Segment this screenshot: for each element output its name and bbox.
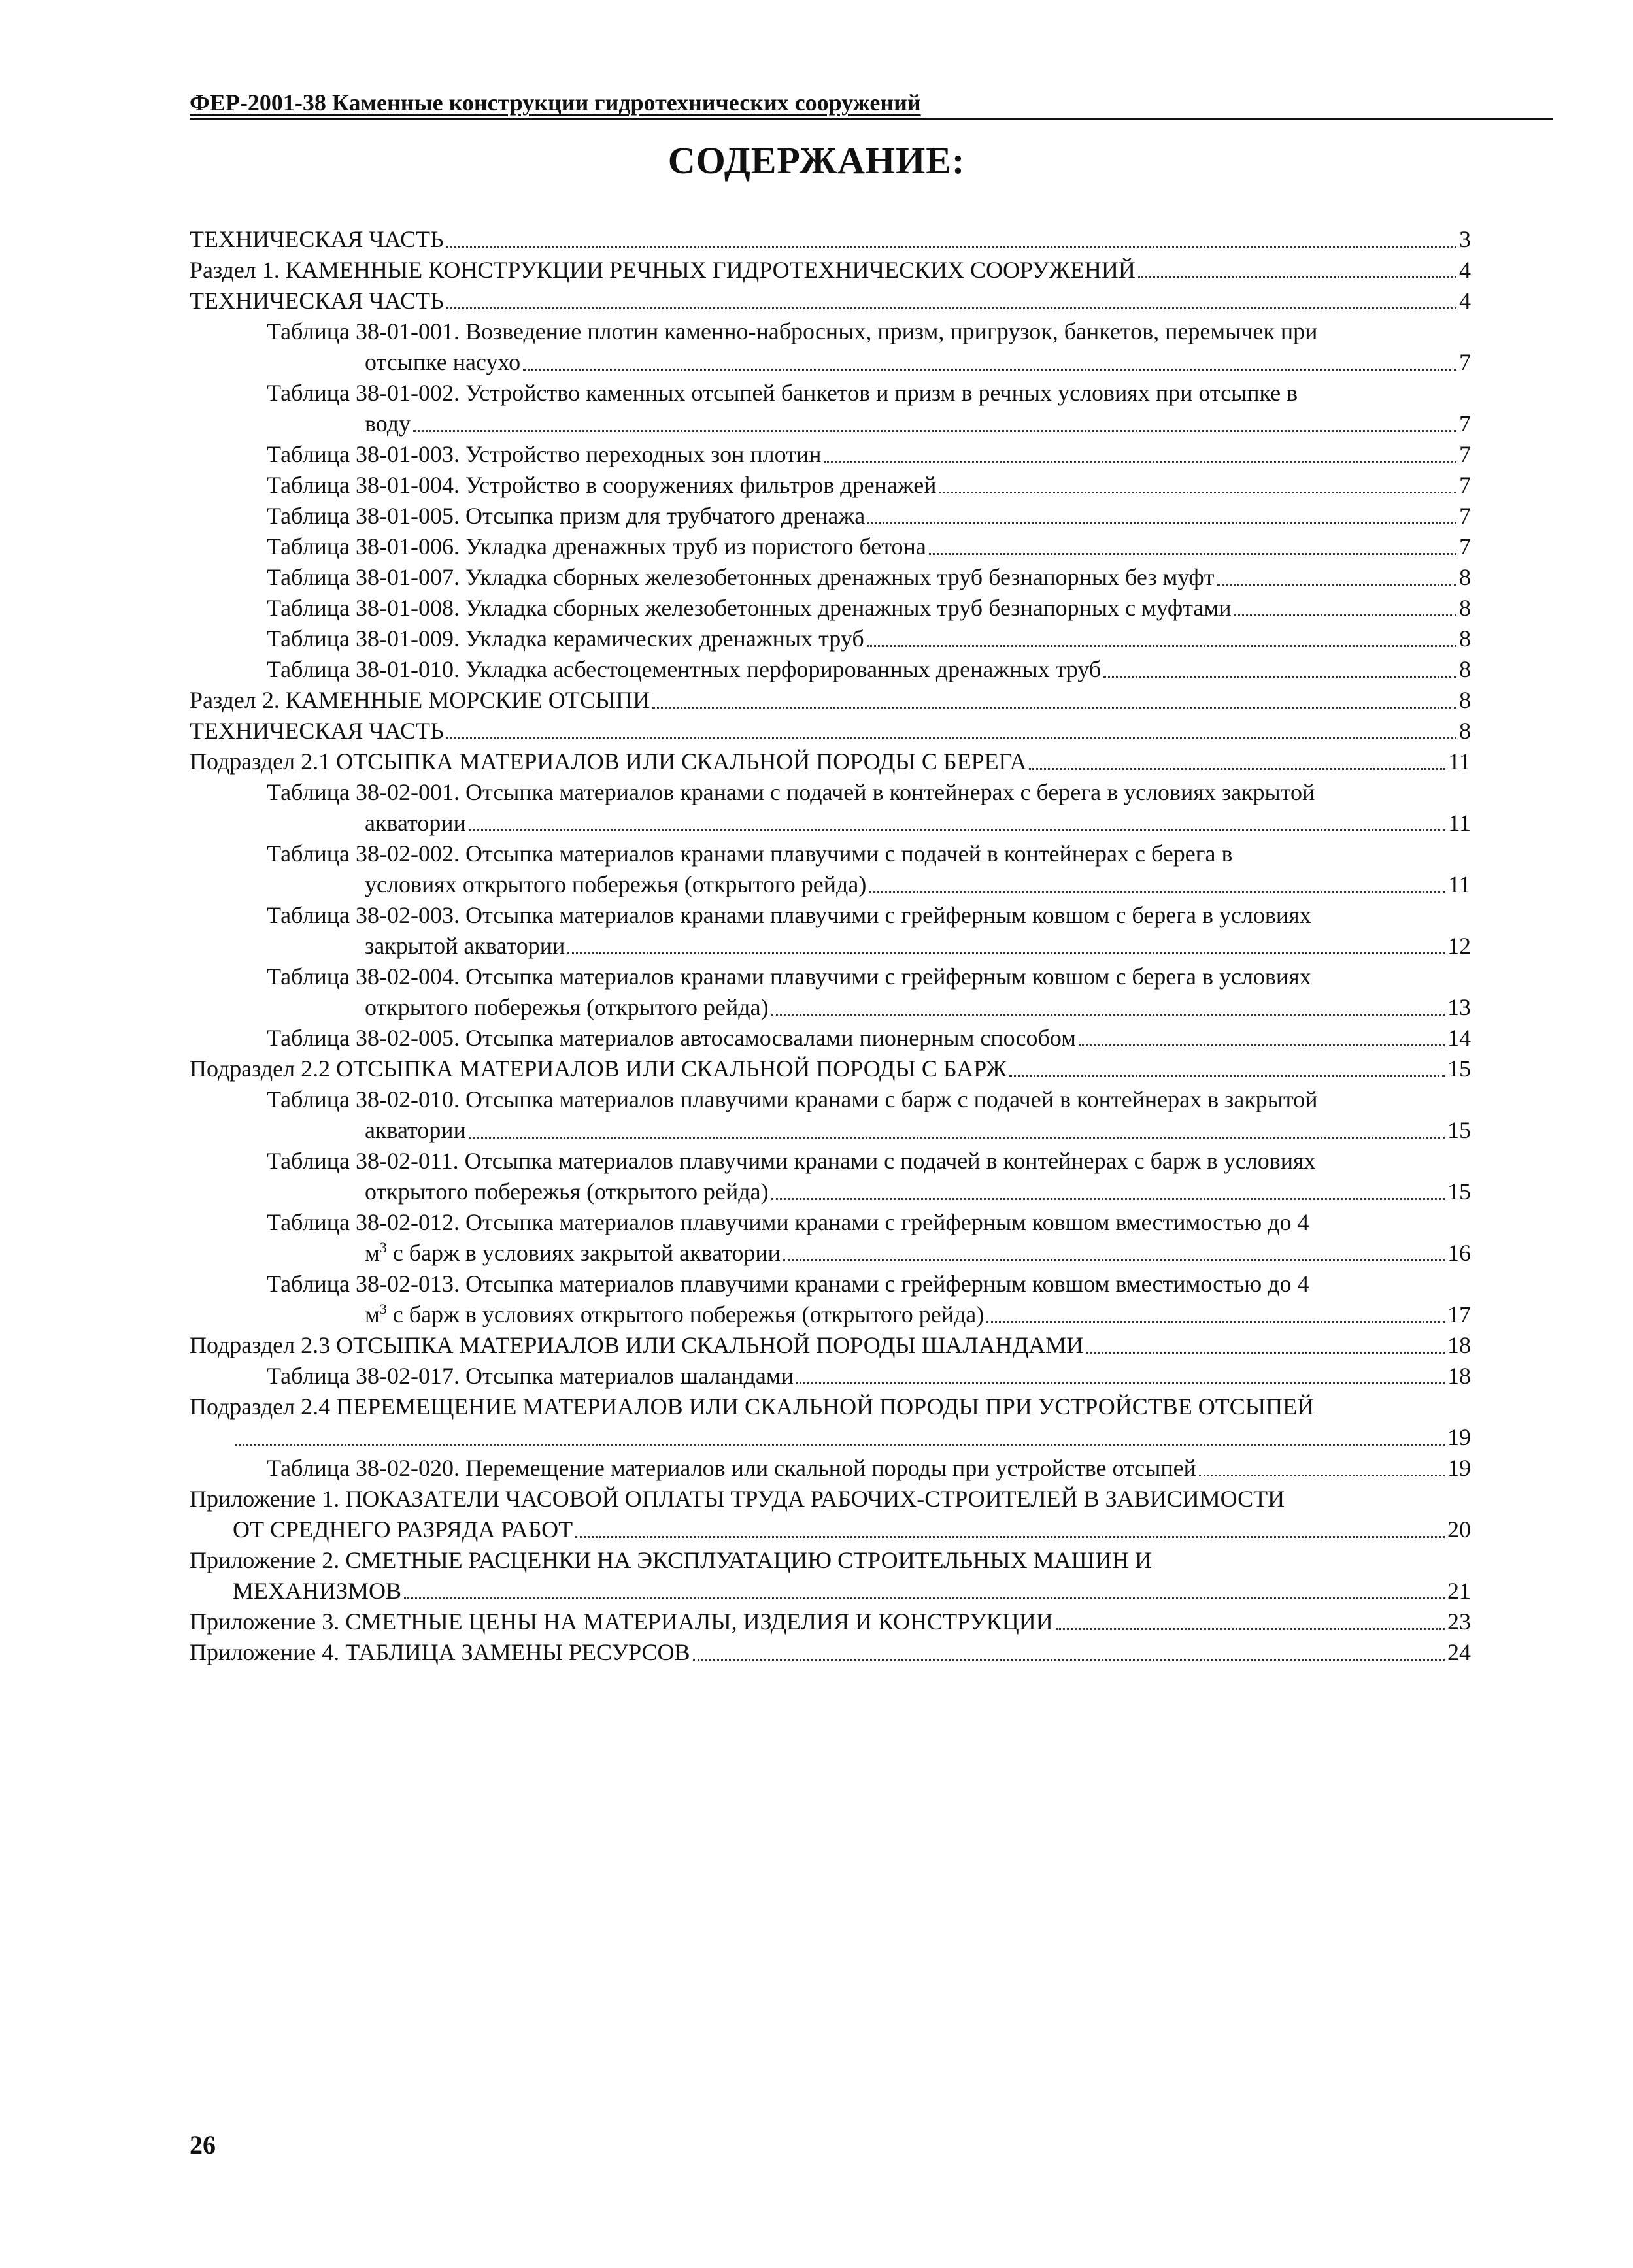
toc-entry-title: Таблица 38-01-009. Укладка керамических дренажных труб — [267, 625, 864, 652]
toc-entry-page: 8 — [1459, 687, 1471, 713]
toc-entry-page: 20 — [1447, 1516, 1471, 1543]
toc-entry-title: Таблица 38-01-010. Укладка асбестоцементных перфорированных дренажных труб — [267, 656, 1102, 682]
toc-entry-page: 8 — [1459, 718, 1471, 744]
toc-entry-title: Таблица 38-02-011. Отсыпка материалов плавучими кранами с подачей в контейнерах с барж в условиях — [267, 1148, 1316, 1174]
toc-entry-page: 23 — [1447, 1609, 1471, 1635]
toc-entry — [190, 746, 1471, 777]
toc-entry-page: 7 — [1459, 533, 1471, 559]
toc-entry-title: Подраздел 2.1 ОТСЫПКА МАТЕРИАЛОВ ИЛИ СКАЛЬНОЙ ПОРОДЫ С БЕРЕГА — [190, 748, 1027, 775]
toc-entry-title: Таблица 38-02-020. Перемещение материалов или скальной породы при устройстве отсыпей — [267, 1455, 1196, 1481]
toc-entry — [190, 1023, 1471, 1054]
dot-leader — [404, 1597, 1445, 1599]
dot-leader — [1138, 276, 1456, 278]
toc-entry-page: 13 — [1447, 994, 1471, 1020]
toc-entry-title: ТЕХНИЧЕСКАЯ ЧАСТЬ — [190, 226, 444, 252]
toc-entry — [190, 1392, 1471, 1453]
toc-entry — [190, 624, 1471, 654]
toc-entry-title: Приложение 3. СМЕТНЫЕ ЦЕНЫ НА МАТЕРИАЛЫ, ИЗДЕЛИЯ И КОНСТРУКЦИИ — [190, 1609, 1053, 1635]
toc-entry-page: 11 — [1448, 810, 1471, 836]
toc-entry-page: 7 — [1459, 441, 1471, 467]
toc-entry-title-continued: $м^3$ с барж в условиях открытого побережья (открытого рейда) — [365, 1301, 985, 1327]
dot-leader — [929, 553, 1456, 555]
toc-entry-page: 7 — [1459, 410, 1471, 437]
toc-entry — [190, 531, 1471, 562]
dot-leader — [1079, 1044, 1445, 1046]
dot-leader — [771, 1014, 1445, 1016]
toc-entry — [190, 1607, 1471, 1637]
page-title: СОДЕРЖАНИЕ: — [667, 139, 966, 182]
toc-entry-title: Таблица 38-01-003. Устройство переходных зон плотин — [267, 441, 822, 467]
toc-entry-title: Подраздел 2.4 ПЕРЕМЕЩЕНИЕ МАТЕРИАЛОВ ИЛИ СКАЛЬНОЙ ПОРОДЫ ПРИ УСТРОЙСТВЕ ОТСЫПЕЙ — [190, 1393, 1315, 1420]
toc-entry — [190, 1084, 1471, 1146]
toc-entry-page: 4 — [1459, 288, 1471, 314]
toc-entry-title: Таблица 38-01-008. Укладка сборных железобетонных дренажных труб безнапорных с муфтами — [267, 595, 1232, 621]
toc-entry-page: 21 — [1447, 1578, 1471, 1604]
toc-entry-title-continued: воду — [365, 410, 411, 437]
toc-entry — [190, 470, 1471, 501]
toc-entry-title: Таблица 38-02-017. Отсыпка материалов шаландами — [267, 1363, 794, 1389]
dot-leader — [235, 1444, 1445, 1446]
running-header — [190, 80, 1553, 120]
dot-leader — [575, 1536, 1445, 1538]
toc-entry-page: 14 — [1447, 1025, 1471, 1051]
dot-leader — [446, 307, 1456, 309]
toc-entry — [190, 593, 1471, 624]
toc-entry-title-continued: условиях открытого побережья (открытого рейда) — [365, 871, 867, 897]
toc-entry-title: Таблица 38-01-006. Укладка дренажных труб из пористого бетона — [267, 533, 926, 559]
running-title: ФЕР-2001-38 Каменные конструкции гидротехнических сооружений — [190, 90, 921, 116]
dot-leader — [652, 707, 1456, 709]
toc-entry — [190, 716, 1471, 746]
dot-leader — [1103, 676, 1456, 678]
toc-entry-title-continued: закрытой акватории — [365, 933, 565, 959]
toc-entry-page: 12 — [1447, 933, 1471, 959]
toc-entry-title-continued: ОТ СРЕДНЕГО РАЗРЯДА РАБОТ — [233, 1516, 573, 1543]
toc-entry-page: 8 — [1459, 625, 1471, 652]
toc-entry-title: Таблица 38-01-005. Отсыпка призм для трубчатого дренажа — [267, 503, 866, 529]
toc-entry — [190, 961, 1471, 1023]
toc-entry — [190, 1207, 1471, 1269]
toc-entry-page: 15 — [1447, 1178, 1471, 1205]
toc-entry-title: Таблица 38-02-005. Отсыпка материалов автосамосвалами пионерным способом — [267, 1025, 1076, 1051]
toc-entry-page: 19 — [1447, 1455, 1471, 1481]
toc-entry-title-continued: открытого побережья (открытого рейда) — [365, 1178, 769, 1205]
toc-entry-page: 24 — [1447, 1639, 1471, 1665]
toc-entry — [190, 839, 1471, 900]
dot-leader — [1086, 1352, 1445, 1354]
toc-entry — [190, 777, 1471, 839]
toc-entry-title: Таблица 38-02-004. Отсыпка материалов кранами плавучими с грейферным ковшом с берега в условиях — [267, 963, 1311, 990]
toc-entry-title-continued: акватории — [365, 1117, 466, 1143]
toc-entry — [190, 1269, 1471, 1330]
toc-entry-title: Таблица 38-01-002. Устройство каменных отсыпей банкетов и призм в речных условиях при отсыпке в — [267, 380, 1298, 406]
toc-entry-title: Приложение 1. ПОКАЗАТЕЛИ ЧАСОВОЙ ОПЛАТЫ ТРУДА РАБОЧИХ-СТРОИТЕЛЕЙ В ЗАВИСИМОСТИ — [190, 1486, 1285, 1512]
toc-entry — [190, 439, 1471, 470]
toc-entry-title-continued: акватории — [365, 810, 466, 836]
toc-entry — [190, 900, 1471, 961]
toc-entry — [190, 1484, 1471, 1545]
dot-leader — [469, 829, 1446, 831]
toc-entry-page: 7 — [1459, 349, 1471, 375]
dot-leader — [1056, 1628, 1445, 1630]
dot-leader — [523, 369, 1456, 371]
dot-leader — [869, 891, 1445, 893]
dot-leader — [771, 1198, 1445, 1200]
toc-entry — [190, 1054, 1471, 1084]
dot-leader — [986, 1321, 1445, 1323]
toc-entry-page: 18 — [1447, 1332, 1471, 1358]
toc-entry-page: 4 — [1459, 257, 1471, 283]
toc-entry-page: 18 — [1447, 1363, 1471, 1389]
toc-entry-title: Подраздел 2.3 ОТСЫПКА МАТЕРИАЛОВ ИЛИ СКАЛЬНОЙ ПОРОДЫ ШАЛАНДАМИ — [190, 1332, 1084, 1358]
toc-entry-page: 8 — [1459, 564, 1471, 590]
toc-entry-page: 19 — [1447, 1424, 1471, 1450]
dot-leader — [783, 1259, 1445, 1261]
toc-entry — [190, 685, 1471, 716]
toc-entry-page: 16 — [1447, 1240, 1471, 1266]
toc-entry-title-continued: отсыпке насухо — [365, 349, 521, 375]
toc-entry — [190, 501, 1471, 531]
dot-leader — [693, 1659, 1445, 1661]
toc-entry-title: Таблица 38-02-002. Отсыпка материалов кранами плавучими с подачей в контейнерах с берега в — [267, 841, 1233, 867]
dot-leader — [1217, 584, 1457, 586]
toc-entry-page: 7 — [1459, 503, 1471, 529]
toc-entry-page: 11 — [1448, 748, 1471, 775]
toc-entry — [190, 654, 1471, 685]
dot-leader — [796, 1382, 1445, 1384]
toc-entry-title: Раздел 2. КАМЕННЫЕ МОРСКИЕ ОТСЫПИ — [190, 687, 650, 713]
toc-entry — [190, 224, 1471, 255]
toc-entry-page: 7 — [1459, 472, 1471, 498]
dot-leader — [939, 492, 1456, 493]
dot-leader — [867, 522, 1456, 524]
dot-leader — [446, 737, 1456, 739]
toc-entry-page: 8 — [1459, 656, 1471, 682]
toc-entry-page: 15 — [1447, 1056, 1471, 1082]
toc-entry-page: 17 — [1447, 1301, 1471, 1327]
toc-entry-title: Таблица 38-01-001. Возведение плотин каменно-набросных, призм, пригрузок, банкетов, перемычек при — [267, 318, 1318, 344]
toc-entry-title: ТЕХНИЧЕСКАЯ ЧАСТЬ — [190, 288, 444, 314]
toc-entry — [190, 1545, 1471, 1607]
dot-leader — [469, 1137, 1445, 1139]
toc-entry — [190, 562, 1471, 593]
dot-leader — [1199, 1475, 1445, 1476]
toc-entry-title: ТЕХНИЧЕСКАЯ ЧАСТЬ — [190, 718, 444, 744]
toc-entry — [190, 1146, 1471, 1207]
dot-leader — [413, 430, 1456, 432]
toc-entry-title-continued: $м^3$ с барж в условиях закрытой акватории — [365, 1239, 781, 1266]
toc-entry-title: Подраздел 2.2 ОТСЫПКА МАТЕРИАЛОВ ИЛИ СКАЛЬНОЙ ПОРОДЫ С БАРЖ — [190, 1056, 1007, 1082]
dot-leader — [1029, 768, 1445, 770]
toc-entry — [190, 1453, 1471, 1484]
toc-entry — [190, 316, 1471, 378]
toc-entry — [190, 1637, 1471, 1668]
page-number: 26 — [190, 2130, 216, 2160]
toc-entry-title: Таблица 38-01-007. Укладка сборных железобетонных дренажных труб безнапорных без муфт — [267, 564, 1215, 590]
dot-leader — [824, 461, 1456, 463]
toc-entry-title-continued: открытого побережья (открытого рейда) — [365, 994, 769, 1020]
toc-entry-page: 3 — [1459, 226, 1471, 252]
dot-leader — [1009, 1075, 1445, 1077]
table-of-contents — [190, 224, 1471, 1668]
dot-leader — [1234, 614, 1456, 616]
toc-entry — [190, 255, 1471, 286]
toc-entry-page: 15 — [1447, 1117, 1471, 1143]
toc-entry-title: Таблица 38-02-003. Отсыпка материалов кранами плавучими с грейферным ковшом с берега в условиях — [267, 902, 1311, 928]
toc-entry-title: Приложение 2. СМЕТНЫЕ РАСЦЕНКИ НА ЭКСПЛУАТАЦИЮ СТРОИТЕЛЬНЫХ МАШИН И — [190, 1547, 1152, 1573]
toc-entry-title: Таблица 38-02-012. Отсыпка материалов плавучими кранами с грейферным ковшом вместимостью до 4 — [267, 1209, 1309, 1235]
toc-entry-title: Приложение 4. ТАБЛИЦА ЗАМЕНЫ РЕСУРСОВ — [190, 1639, 690, 1665]
toc-entry — [190, 1330, 1471, 1361]
toc-entry-title: Таблица 38-01-004. Устройство в сооружениях фильтров дренажей — [267, 472, 937, 498]
dot-leader — [446, 246, 1456, 248]
toc-entry — [190, 1361, 1471, 1392]
toc-entry-title: Раздел 1. КАМЕННЫЕ КОНСТРУКЦИИ РЕЧНЫХ ГИДРОТЕХНИЧЕСКИХ СООРУЖЕНИЙ — [190, 257, 1136, 283]
toc-entry-title: Таблица 38-02-001. Отсыпка материалов кранами с подачей в контейнерах с берега в условиях закрытой — [267, 779, 1315, 805]
dot-leader — [567, 952, 1445, 954]
toc-entry-page: 8 — [1459, 595, 1471, 621]
toc-entry — [190, 378, 1471, 439]
toc-entry-title-continued: МЕХАНИЗМОВ — [233, 1578, 402, 1604]
toc-entry-title: Таблица 38-02-013. Отсыпка материалов плавучими кранами с грейферным ковшом вместимостью до 4 — [267, 1271, 1309, 1297]
toc-entry — [190, 286, 1471, 316]
toc-entry-page: 11 — [1448, 871, 1471, 897]
toc-entry-title: Таблица 38-02-010. Отсыпка материалов плавучими кранами с барж с подачей в контейнерах в закрытой — [267, 1086, 1318, 1112]
dot-leader — [867, 645, 1456, 647]
